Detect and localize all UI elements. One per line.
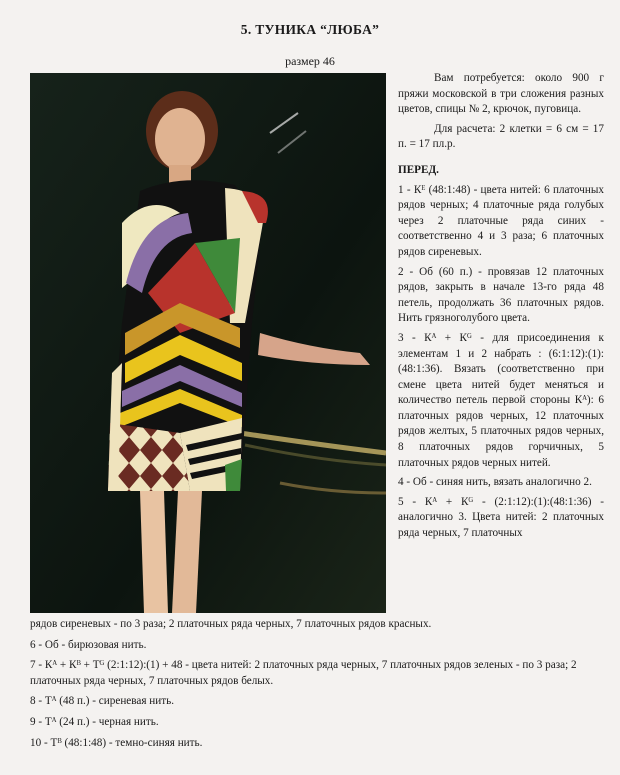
page-title: 5. ТУНИКА “ЛЮБА”: [240, 22, 380, 37]
instructions-bottom: [30, 617, 606, 756]
step-6: 6 - Об - бирюзовая нить.: [30, 638, 147, 651]
step-9: 9 - Тᴬ (24 п.) - черная нить.: [30, 715, 159, 728]
materials-paragraph: Вам потребуется: около 900 г пряжи московской в три сложения разных цветов, спицы № 2, крючок, пуговица.: [398, 72, 604, 116]
section-front-heading: ПЕРЕД.: [398, 163, 439, 176]
step-5-start: 5 - Кᴬ + Кᴳ - (2:1:12):(1):(48:1:36) - аналогично 3. Цвета нитей: 2 платочных ряда черных, 7 платочных: [398, 495, 604, 540]
step-7: 7 - Кᴬ + Кᴮ + Тᴳ (2:1:12):(1) + 48 - цвета нитей: 2 платочных ряда черных, 7 платочных рядов зеленых - по 3 раза; 2 платочных ряда черных, 7 платочных рядов белых.: [30, 659, 577, 687]
step-1: 1 - Кᴱ (48:1:48) - цвета нитей: 6 платочных рядов черных; 4 платочные ряда голубых через 2 платочные ряда синих - соответственно 4 и 3 раза; 6 платочных рядов сиреневых.: [398, 183, 604, 258]
step-4: 4 - Об - синяя нить, вязать аналогично 2.: [398, 476, 592, 489]
step-8: 8 - Тᴬ (48 п.) - сиреневая нить.: [30, 695, 175, 708]
step-2: 2 - Об (60 п.) - провязав 12 платочных рядов, закрыть в начале 13-го ряда 48 петель, продолжать 36 платочных рядов. Нить грязноголубого цвета.: [398, 265, 604, 325]
step-3: 3 - Кᴬ + Кᴳ - для присоединения к элементам 1 и 2 набрать : (6:1:12):(1):(48:1:36). Вязать (соответственно при смене цвета нитей будет меняться и количество петель первой стороны Кᴬ): 6 платочных рядов черных, 12 платочных рядов желтых, 5 платочных рядов черных, 8 платочных рядов горчичных, 5 платочных рядов черных нитей.: [398, 331, 604, 469]
step-10: 10 - Тᴮ (48:1:48) - темно-синяя нить.: [30, 736, 203, 749]
gauge-paragraph: Для расчета: 2 клетки = 6 см = 17 п. = 17 пл.р.: [398, 122, 604, 151]
tunic-photo: [30, 73, 386, 613]
step-5-end: рядов сиреневых - по 3 раза; 2 платочных ряда черных, 7 платочных рядов красных.: [30, 618, 432, 630]
instructions-column: [398, 71, 604, 546]
size-label: размер 46: [285, 54, 335, 68]
